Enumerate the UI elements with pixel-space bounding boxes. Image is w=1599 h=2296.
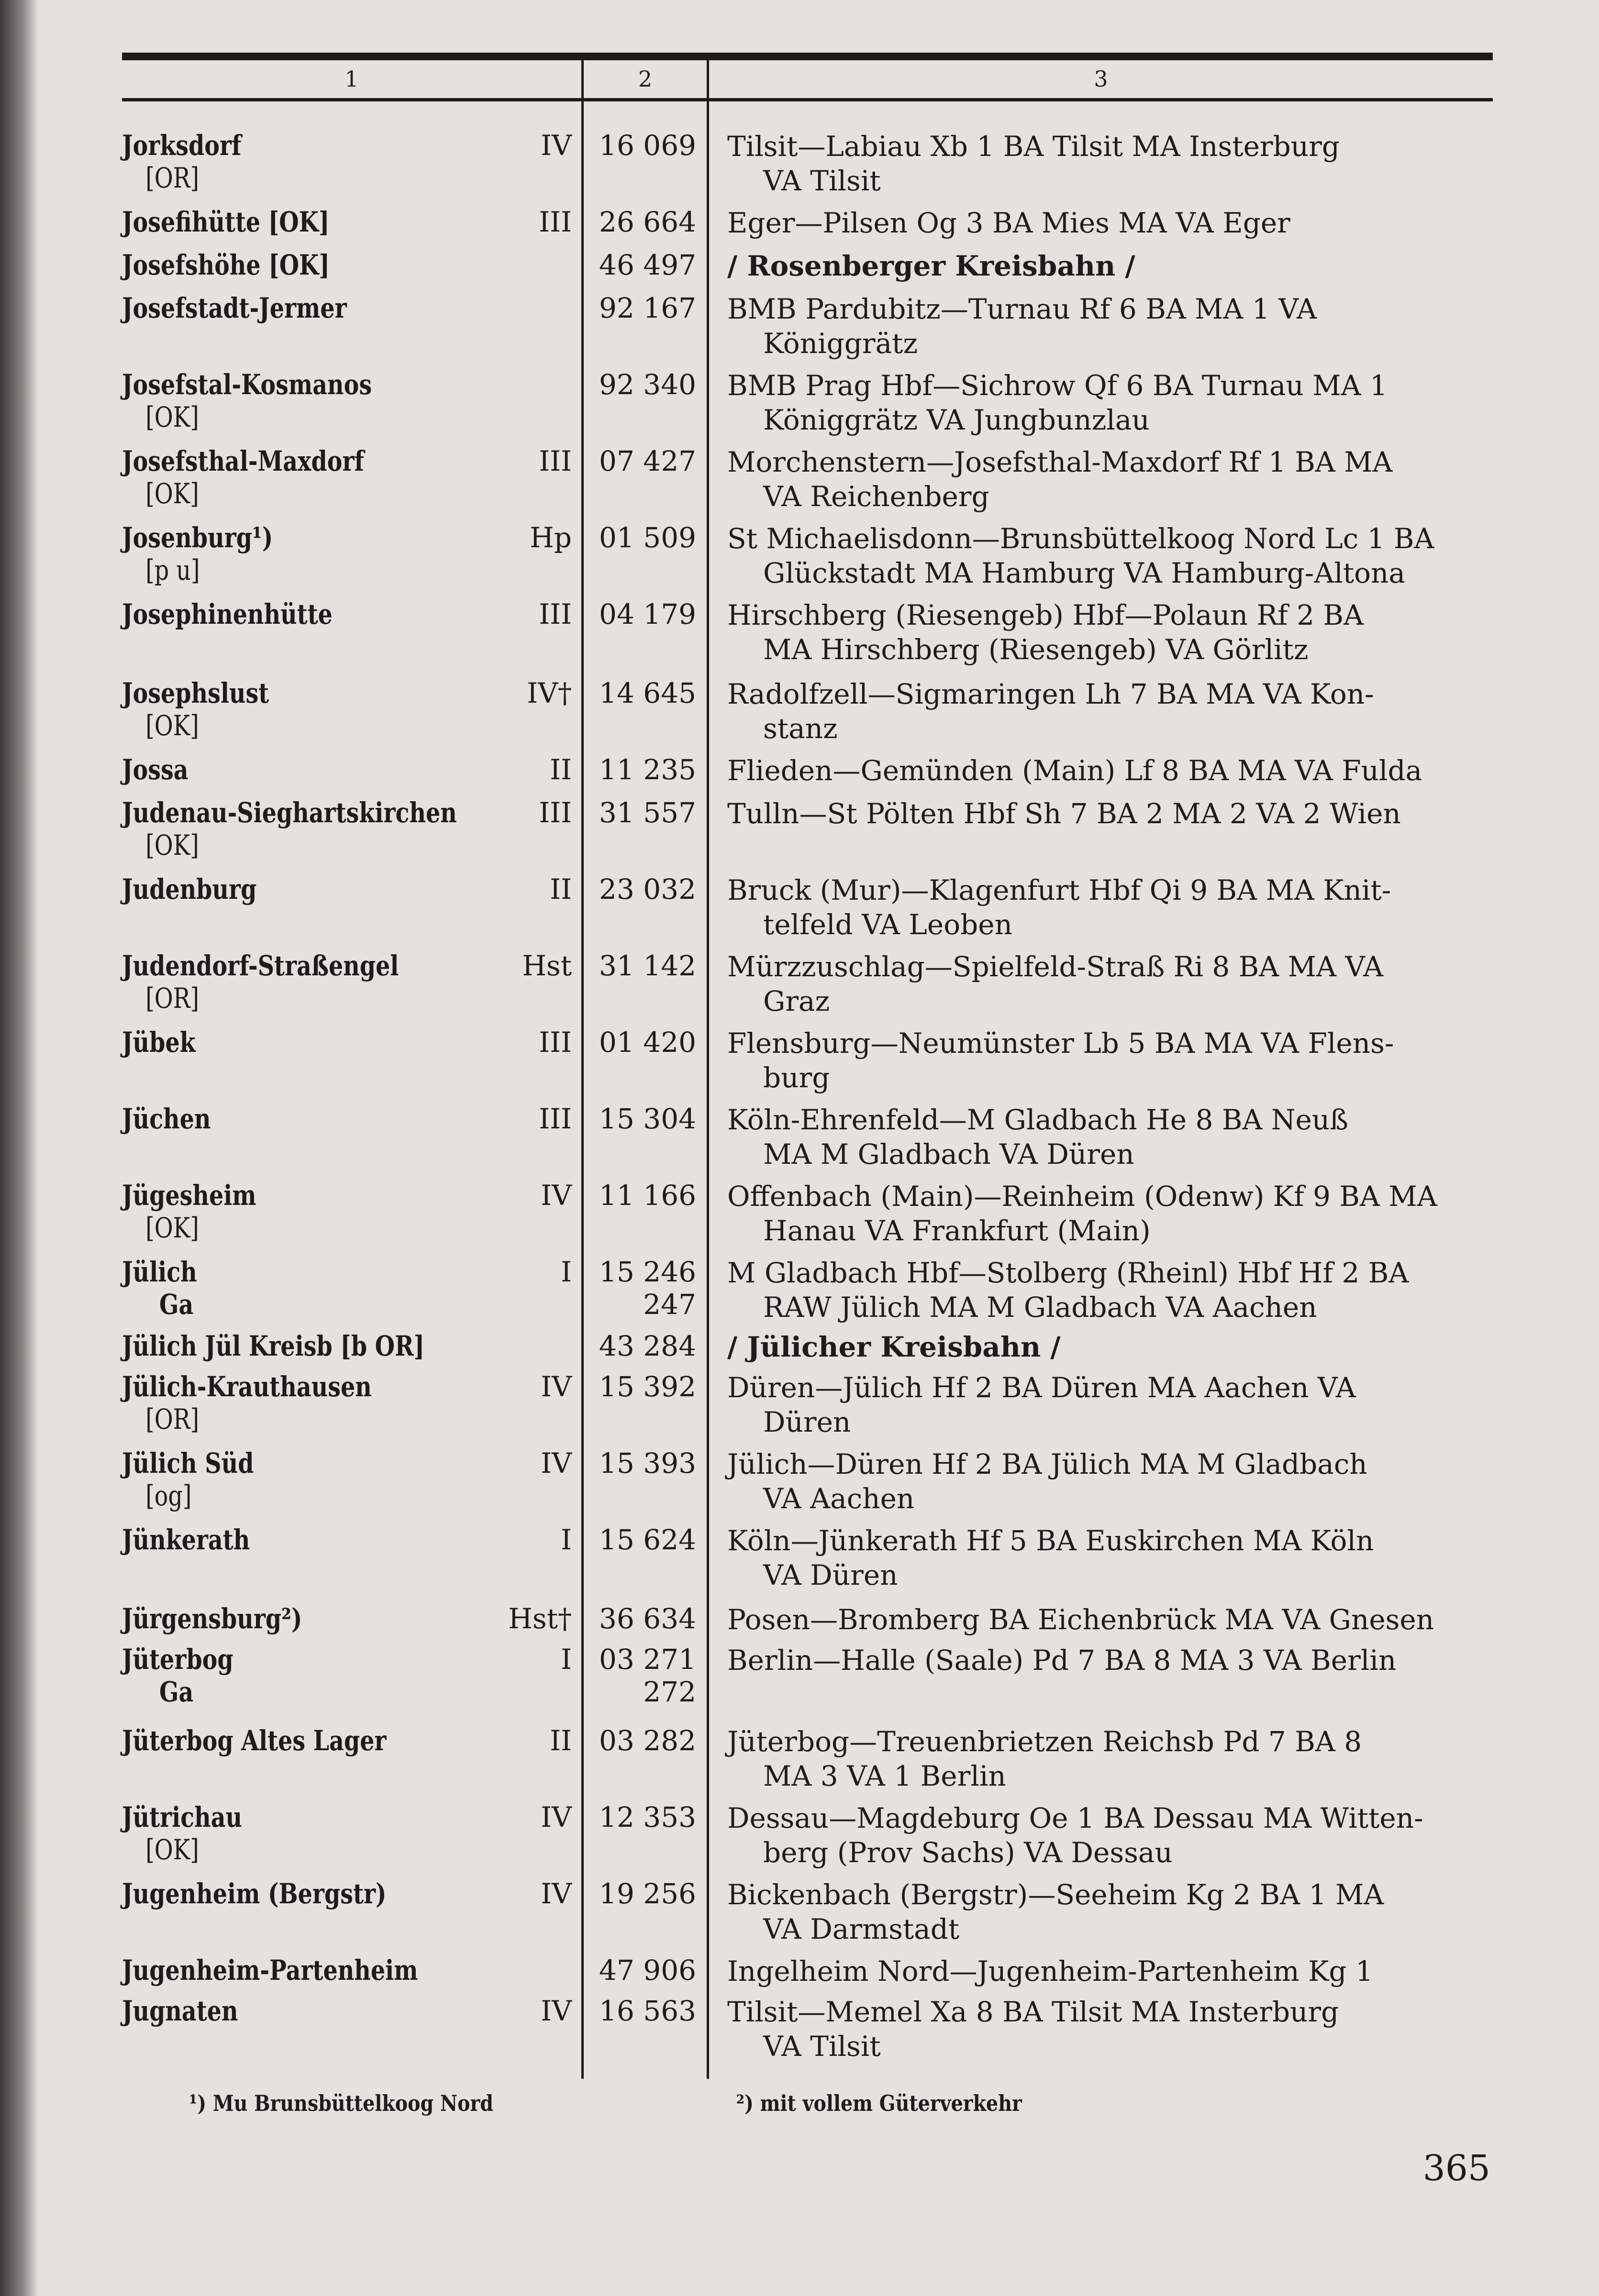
header-rule [122,98,1493,101]
station-class: III [539,206,572,238]
route-continuation: MA 3 VA 1 Berlin [763,1760,1006,1792]
station-number: 11 166 [599,1179,696,1212]
station-name: Jürgensburg²) [122,1602,302,1635]
route-text: Bickenbach (Bergstr)—Seeheim Kg 2 BA 1 MA [727,1878,1384,1911]
station-name: Jüterbog Altes Lager [122,1724,387,1757]
station-number: 03 282 [599,1724,696,1757]
route-text: Morchenstern—Josefsthal-Maxdorf Rf 1 BA MA [727,446,1393,478]
station-name: Josefsthal-Maxdorf [122,445,364,477]
station-name: Judendorf-Straßengel [122,949,399,982]
route-text: M Gladbach Hbf—Stolberg (Rheinl) Hbf Hf 2 BA [727,1257,1409,1289]
station-class: II [550,1724,572,1757]
station-class: IV† [527,677,572,709]
route-continuation: VA Tilsit [763,165,881,197]
route-text: Jüterbog—Treuenbrietzen Reichsb Pd 7 BA 8 [727,1725,1362,1758]
route-continuation: telfeld VA Leoben [763,908,1012,941]
station-name: Jüterbog [122,1643,233,1676]
station-class: IV [541,1877,572,1910]
route-continuation: VA Tilsit [763,2030,881,2063]
station-name: Jügesheim [122,1179,256,1212]
station-class: IV [541,129,572,162]
station-note: [OK] [145,401,199,433]
station-number: 16 069 [599,129,696,162]
station-name: Jugenheim-Partenheim [122,1954,418,1987]
station-number: 07 427 [599,445,696,477]
page-edge-shadow [0,0,38,2296]
route-continuation: Königgrätz VA Jungbunzlau [763,404,1150,436]
station-name: Josefstal-Kosmanos [122,368,372,401]
station-class: II [550,753,572,786]
station-class: IV [541,1801,572,1833]
station-note: [OK] [145,477,199,510]
route-text: / Jülicher Kreisbahn / [727,1331,1061,1363]
station-number-goods: 272 [643,1676,696,1708]
station-name: Jossa [122,753,189,786]
station-note: [OR] [145,982,200,1015]
route-text: Tilsit—Memel Xa 8 BA Tilsit MA Insterburg [727,1996,1339,2028]
route-text: Radolfzell—Sigmaringen Lh 7 BA MA VA Kon- [727,678,1374,710]
station-class: II [550,873,572,905]
station-number: 26 664 [599,206,696,238]
route-continuation: VA Aachen [763,1482,915,1515]
column-header-1: 1 [344,66,359,92]
route-text: St Michaelisdonn—Brunsbüttelkoog Nord Lc 1 BA [727,522,1434,555]
column-divider-1 [581,60,584,2079]
route-text: Flensburg—Neumünster Lb 5 BA MA VA Flens- [727,1027,1394,1060]
route-continuation: MA Hirschberg (Riesengeb) VA Görlitz [763,633,1309,666]
route-continuation: Glückstadt MA Hamburg VA Hamburg-Altona [763,557,1405,589]
station-class: Hst† [508,1602,572,1635]
station-name: Judenburg [122,873,257,905]
station-note: [OK] [145,709,199,742]
route-continuation: berg (Prov Sachs) VA Dessau [763,1836,1173,1869]
station-name: Josefihütte [OK] [122,206,330,238]
station-name: Judenau-Sieghartskirchen [122,796,457,829]
station-name: Jugenheim (Bergstr) [122,1877,387,1910]
station-number: 15 246 [599,1256,696,1288]
route-text: / Rosenberger Kreisbahn / [727,250,1135,282]
station-note: [OK] [145,1212,199,1244]
station-note: [og] [145,1479,192,1512]
station-class: IV [541,1447,572,1479]
station-class: IV [541,1179,572,1212]
station-class: III [539,598,572,630]
station-name: Josefshöhe [OK] [122,249,330,281]
route-continuation: VA Reichenberg [763,480,989,513]
route-text: BMB Pardubitz—Turnau Rf 6 BA MA 1 VA [727,293,1317,325]
station-name: Jülich [122,1256,197,1288]
route-continuation: stanz [763,712,838,745]
station-class: III [539,1026,572,1059]
top-rule [122,53,1493,60]
station-note: [OR] [145,1403,200,1435]
footnote-1: ¹) Mu Brunsbüttelkoog Nord [189,2090,494,2116]
station-name: Jülich Jül Kreisb [b OR] [122,1330,425,1362]
station-class: I [561,1523,572,1556]
station-number: 31 142 [599,949,696,982]
station-number: 12 353 [599,1801,696,1833]
station-number: 36 634 [599,1602,696,1635]
route-text: Mürzzuschlag—Spielfeld-Straß Ri 8 BA MA VA [727,950,1384,983]
station-note: [OR] [145,162,200,194]
station-note: [OK] [145,829,199,861]
station-number: 16 563 [599,1995,696,2027]
station-number: 43 284 [599,1330,696,1362]
station-name: Josefstadt-Jermer [122,292,347,324]
column-header-2: 2 [638,66,653,92]
route-text: Offenbach (Main)—Reinheim (Odenw) Kf 9 BA MA [727,1180,1437,1213]
route-text: Düren—Jülich Hf 2 BA Düren MA Aachen VA [727,1371,1356,1404]
column-header-3: 3 [1094,66,1108,92]
station-name: Jülich-Krauthausen [122,1370,372,1403]
station-class: IV [541,1995,572,2027]
route-text: Tilsit—Labiau Xb 1 BA Tilsit MA Insterburg [727,130,1340,163]
route-text: BMB Prag Hbf—Sichrow Qf 6 BA Turnau MA 1 [727,369,1388,402]
station-number: 47 906 [599,1954,696,1987]
route-text: Posen—Bromberg BA Eichenbrück MA VA Gnesen [727,1603,1434,1636]
station-number-goods: 247 [643,1288,696,1321]
station-number: 04 179 [599,598,696,630]
station-number: 92 340 [599,368,696,401]
station-number: 03 271 [599,1643,696,1676]
route-continuation: Graz [763,985,830,1017]
station-number: 14 645 [599,677,696,709]
route-text: Köln—Jünkerath Hf 5 BA Euskirchen MA Köln [727,1524,1374,1557]
station-name: Jübek [122,1026,196,1059]
route-text: Jülich—Düren Hf 2 BA Jülich MA M Gladbach [727,1448,1367,1480]
route-continuation: Hanau VA Frankfurt (Main) [763,1214,1151,1247]
station-class: I [561,1256,572,1288]
station-name: Jülich Süd [122,1447,254,1479]
page-number: 365 [1422,2148,1490,2189]
route-continuation: MA M Gladbach VA Düren [763,1138,1134,1170]
station-class: III [539,796,572,829]
station-name: Jugnaten [122,1995,238,2027]
station-goods-label: Ga [159,1288,194,1321]
station-name: Jünkerath [122,1523,250,1556]
station-class: Hp [530,521,572,554]
route-text: Tulln—St Pölten Hbf Sh 7 BA 2 MA 2 VA 2 Wien [727,797,1401,830]
station-name: Jütrichau [122,1801,243,1833]
route-continuation: Königgrätz [763,327,918,360]
station-number: 92 167 [599,292,696,324]
station-goods-label: Ga [159,1676,194,1708]
station-number: 01 509 [599,521,696,554]
route-continuation: burg [763,1061,830,1094]
route-continuation: VA Düren [763,1559,898,1591]
station-name: Jorksdorf [122,129,242,162]
station-number: 46 497 [599,249,696,281]
station-number: 01 420 [599,1026,696,1059]
route-text: Ingelheim Nord—Jugenheim-Partenheim Kg 1 [727,1955,1373,1987]
footnotes [189,2090,1259,2116]
column-divider-2 [707,60,709,2079]
station-name: Josenburg¹) [122,521,273,554]
route-continuation: RAW Jülich MA M Gladbach VA Aachen [763,1291,1317,1324]
station-number: 11 235 [599,753,696,786]
station-class: Hst [522,949,572,982]
route-text: Berlin—Halle (Saale) Pd 7 BA 8 MA 3 VA Berlin [727,1644,1397,1677]
page-sheet [122,48,1495,2229]
footnote-2: ²) mit vollem Güterverkehr [736,2090,1022,2116]
station-number: 15 392 [599,1370,696,1403]
route-continuation: VA Darmstadt [763,1913,960,1945]
station-class: IV [541,1370,572,1403]
route-text: Hirschberg (Riesengeb) Hbf—Polaun Rf 2 BA [727,599,1364,631]
route-text: Dessau—Magdeburg Oe 1 BA Dessau MA Witten- [727,1802,1423,1834]
station-number: 15 393 [599,1447,696,1479]
station-number: 31 557 [599,796,696,829]
station-number: 19 256 [599,1877,696,1910]
station-name: Josephinenhütte [122,598,333,630]
route-text: Köln-Ehrenfeld—M Gladbach He 8 BA Neuß [727,1104,1348,1136]
route-text: Bruck (Mur)—Klagenfurt Hbf Qi 9 BA MA Knit- [727,874,1391,906]
route-text: Flieden—Gemünden (Main) Lf 8 BA MA VA Fulda [727,754,1422,787]
station-name: Josephslust [122,677,269,709]
station-number: 23 032 [599,873,696,905]
station-number: 15 304 [599,1103,696,1135]
station-number: 15 624 [599,1523,696,1556]
station-name: Jüchen [122,1103,211,1135]
station-class: III [539,1103,572,1135]
station-class: I [561,1643,572,1676]
route-continuation: Düren [763,1406,851,1438]
station-note: [p u] [145,554,200,586]
station-note: [OK] [145,1833,199,1866]
station-class: III [539,445,572,477]
route-text: Eger—Pilsen Og 3 BA Mies MA VA Eger [727,207,1290,239]
